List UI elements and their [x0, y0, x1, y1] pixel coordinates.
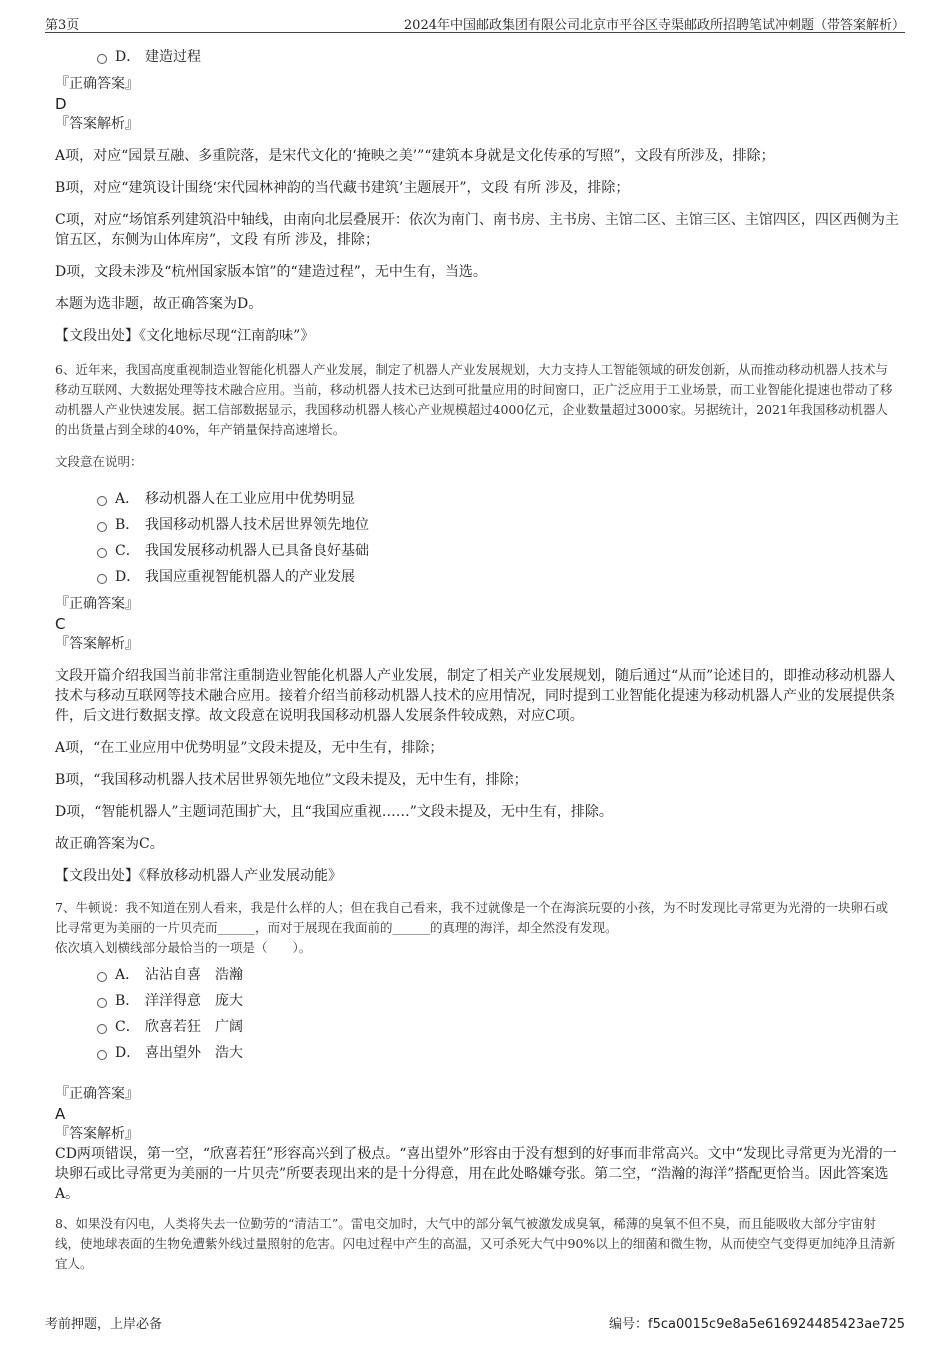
analysis-label: 『答案解析』 [55, 116, 139, 132]
correct-answer: C [55, 615, 66, 633]
analysis-paragraph: C项，对应“场馆系列建筑沿中轴线，由南向北层叠展开：依次为南门、南书房、主书房、主馆二区、主馆三区、主馆四区，四区西侧为主馆五区，东侧为山体库房”，文段 有所 涉及，排除； [55, 212, 899, 248]
question-stem: 8、如果没有闪电，人类将失去一位勤劳的“清洁工”。雷电交加时，大气中的部分氧气被激发成臭氧，稀薄的臭氧不但不臭，而且能吸收大部分宇宙射线，使地球表面的生物免遭紫外线过量照射的危害。闪电过程中产生的高温，又可杀死大气中90%以上的细菌和微生物，从而使空气变得更加纯净且清新宜人。 [55, 1216, 896, 1271]
question-stem: 7、牛顿说：我不知道在别人看来，我是什么样的人；但在我自己看来，我不过就像是一个在海滨玩耍的小孩，为不时发现比寻常更为光滑的一块卵石或比寻常更为美丽的一片贝壳而______，而对于展现在我面前的______的真理的海洋，却全然没有发现。 [55, 900, 888, 935]
option-q7-b[interactable]: B． 洋洋得意 庞大 [97, 988, 900, 1014]
analysis-paragraph: 本题为选非题，故正确答案为D。 [55, 296, 263, 312]
document-body [55, 44, 900, 1274]
option-q7-d[interactable]: D． 喜出望外 浩大 [97, 1040, 900, 1066]
option-q7-c[interactable]: C． 欣喜若狂 广阔 [97, 1014, 900, 1040]
radio-icon[interactable] [97, 548, 107, 558]
analysis-paragraph: D项，“智能机器人”主题词范围扩大，且“我国应重视……”文段未提及，无中生有，排除。 [55, 804, 613, 820]
radio-icon[interactable] [97, 496, 107, 506]
correct-answer-label: 『正确答案』 [55, 1086, 139, 1102]
option-q6-c[interactable]: C． 我国发展移动机器人已具备良好基础 [97, 538, 900, 564]
option-q6-d[interactable]: D． 我国应重视智能机器人的产业发展 [97, 564, 900, 590]
document-id: 编号：f5ca0015c9e8a5e616924485423ae725 [609, 1317, 905, 1332]
correct-answer: A [55, 1105, 66, 1123]
question-stem: 6、近年来，我国高度重视制造业智能化机器人产业发展，制定了机器人产业发展规划，大力支持人工智能领域的研发创新，从而推动移动机器人技术与移动互联网、大数据处理等技术融合应用。当前，移动机器人技术已达到可批量应用的时间窗口，正广泛应用于工业场景，而工业智能化提速也带动了移动机器人产业快速发展。据工信部数据显示，我国移动机器人核心产业规模超过4000亿元，企业数量超过3000家。另据统计，2021年我国移动机器人的出货量占到全球的40%，年产销量保持高速增长。 [55, 362, 893, 437]
page-header [45, 14, 905, 33]
question-prompt: 依次填入划横线部分最恰当的一项是（ ）。 [55, 940, 312, 955]
page-number: 第3页 [45, 18, 80, 33]
analysis-paragraph: 故正确答案为C。 [55, 836, 164, 852]
option-q5-d[interactable]: D． 建造过程 [97, 44, 900, 70]
question-prompt: 文段意在说明： [55, 454, 143, 469]
source-citation: 【文段出处】《文化地标尽现“江南韵味”》 [55, 328, 315, 344]
analysis-paragraph: CD两项错误，第一空，“欣喜若狂”形容高兴到了极点。“喜出望外”形容由于没有想到的好事而非常高兴。文中“发现比寻常更为光滑的一块卵石或比寻常更为美丽的一片贝壳”所要表现出来的是十分得意，用在此处略嫌夸张。第二空，“浩瀚的海洋”搭配更恰当。因此答案选A。 [55, 1146, 897, 1202]
radio-icon[interactable] [97, 54, 107, 64]
source-citation: 【文段出处】《释放移动机器人产业发展动能》 [55, 868, 342, 884]
option-q7-a[interactable]: A． 沾沾自喜 浩瀚 [97, 962, 900, 988]
correct-answer-label: 『正确答案』 [55, 76, 139, 92]
footer-slogan: 考前押题，上岸必备 [45, 1317, 163, 1332]
analysis-paragraph: B项，“我国移动机器人技术居世界领先地位”文段未提及，无中生有，排除； [55, 772, 528, 788]
document-title: 2024年中国邮政集团有限公司北京市平谷区寺渠邮政所招聘笔试冲刺题（带答案解析） [403, 18, 905, 33]
radio-icon[interactable] [97, 972, 107, 982]
correct-answer-label: 『正确答案』 [55, 596, 139, 612]
analysis-paragraph: 文段开篇介绍我国当前非常注重制造业智能化机器人产业发展，制定了相关产业发展规划，随后通过“从而”论述目的，即推动移动机器人技术与移动互联网等技术融合应用。接着介绍当前移动机器人技术的应用情况，同时提到工业智能化提速为移动机器人产业的发展提供条件，后文进行数据支撑。故文段意在说明我国移动机器人发展条件较成熟，对应C项。 [55, 668, 896, 724]
analysis-paragraph: A项，“在工业应用中优势明显”文段未提及，无中生有，排除； [55, 740, 444, 756]
analysis-paragraph: D项，文段未涉及“杭州国家版本馆”的“建造过程”，无中生有，当选。 [55, 264, 487, 280]
analysis-label: 『答案解析』 [55, 1126, 139, 1142]
radio-icon[interactable] [97, 574, 107, 584]
analysis-paragraph: A项，对应“园景互融、多重院落，是宋代文化的‘掩映之美’”“建筑本身就是文化传承的写照”，文段有所涉及，排除； [55, 148, 775, 164]
radio-icon[interactable] [97, 1024, 107, 1034]
radio-icon[interactable] [97, 1050, 107, 1060]
option-q6-a[interactable]: A． 移动机器人在工业应用中优势明显 [97, 486, 900, 512]
radio-icon[interactable] [97, 998, 107, 1008]
correct-answer: D [55, 95, 67, 113]
option-q6-b[interactable]: B． 我国移动机器人技术居世界领先地位 [97, 512, 900, 538]
analysis-label: 『答案解析』 [55, 636, 139, 652]
analysis-paragraph: B项，对应“建筑设计围绕‘宋代园林神韵的当代藏书建筑’主题展开”，文段 有所 涉及，排除； [55, 180, 630, 196]
radio-icon[interactable] [97, 522, 107, 532]
